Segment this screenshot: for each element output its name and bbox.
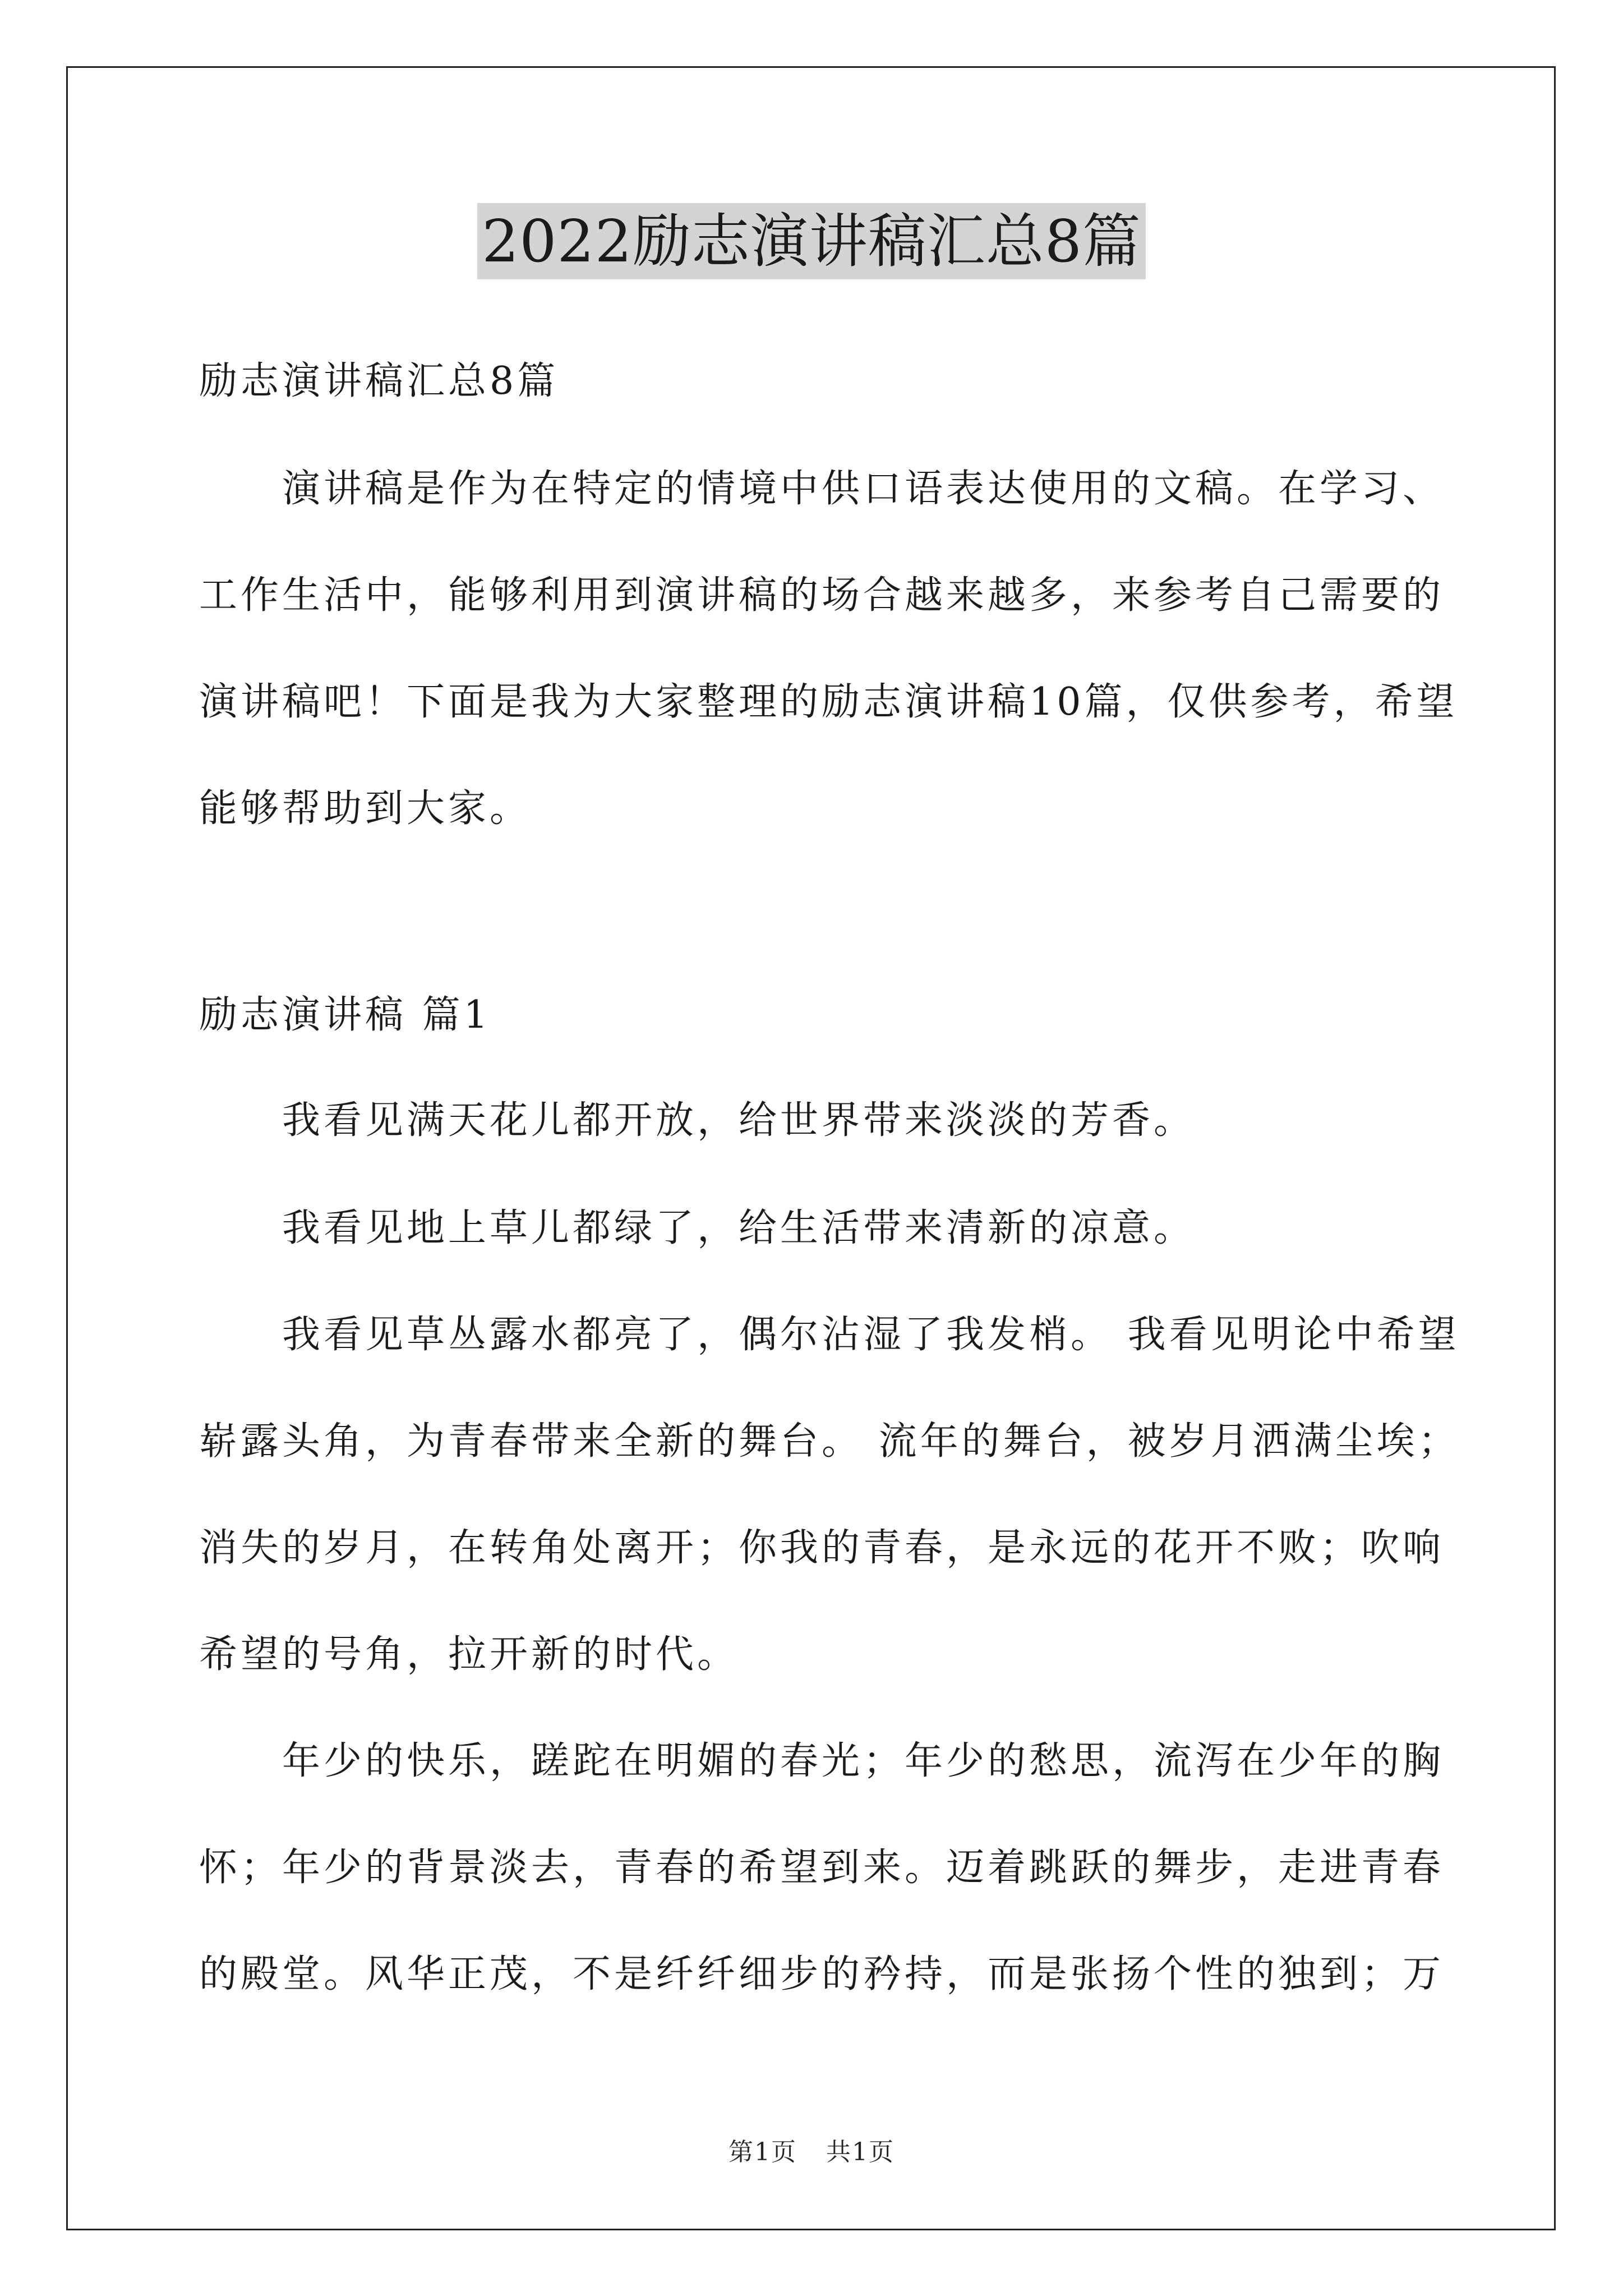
body-line-5: 消失的岁月，在转角处离开；你我的青春，是永远的花开不败；吹响 bbox=[199, 1526, 1445, 1570]
intro-line-3: 演讲稿吧！下面是我为大家整理的励志演讲稿10篇，仅供参考，希望 bbox=[199, 680, 1458, 724]
page-total: 共1页 bbox=[826, 2138, 895, 2166]
section-heading: 励志演讲稿 篇1 bbox=[199, 993, 491, 1037]
page-number: 第1页 bbox=[728, 2138, 797, 2166]
intro-line-4: 能够帮助到大家。 bbox=[199, 786, 532, 831]
body-line-1: 我看见满天花儿都开放，给世界带来淡淡的芳香。 bbox=[282, 1098, 1196, 1143]
body-line-3: 我看见草丛露水都亮了，偶尔沾湿了我发梢。 我看见明论中希望 bbox=[282, 1313, 1460, 1357]
title-area bbox=[0, 203, 1623, 279]
page-footer bbox=[0, 2132, 1623, 2168]
intro-line-2: 工作生活中，能够利用到演讲稿的场合越来越多，来参考自己需要的 bbox=[199, 573, 1445, 618]
intro-line-1: 演讲稿是作为在特定的情境中供口语表达使用的文稿。在学习、 bbox=[282, 467, 1445, 511]
body-line-2: 我看见地上草儿都绿了，给生活带来清新的凉意。 bbox=[282, 1206, 1196, 1250]
document-title: 2022励志演讲稿汇总8篇 bbox=[477, 203, 1146, 279]
body-line-8: 怀；年少的背景淡去，青春的希望到来。迈着跳跃的舞步，走进青春 bbox=[199, 1846, 1445, 1890]
subtitle: 励志演讲稿汇总8篇 bbox=[199, 359, 559, 403]
body-line-9: 的殿堂。风华正茂，不是纤纤细步的矜持，而是张扬个性的独到；万 bbox=[199, 1952, 1445, 1996]
body-line-4: 崭露头角，为青春带来全新的舞台。 流年的舞台，被岁月洒满尘埃； bbox=[199, 1419, 1460, 1464]
body-line-7: 年少的快乐，蹉跎在明媚的春光；年少的愁思，流泻在少年的胸 bbox=[282, 1739, 1445, 1783]
body-line-6: 希望的号角，拉开新的时代。 bbox=[199, 1632, 739, 1677]
